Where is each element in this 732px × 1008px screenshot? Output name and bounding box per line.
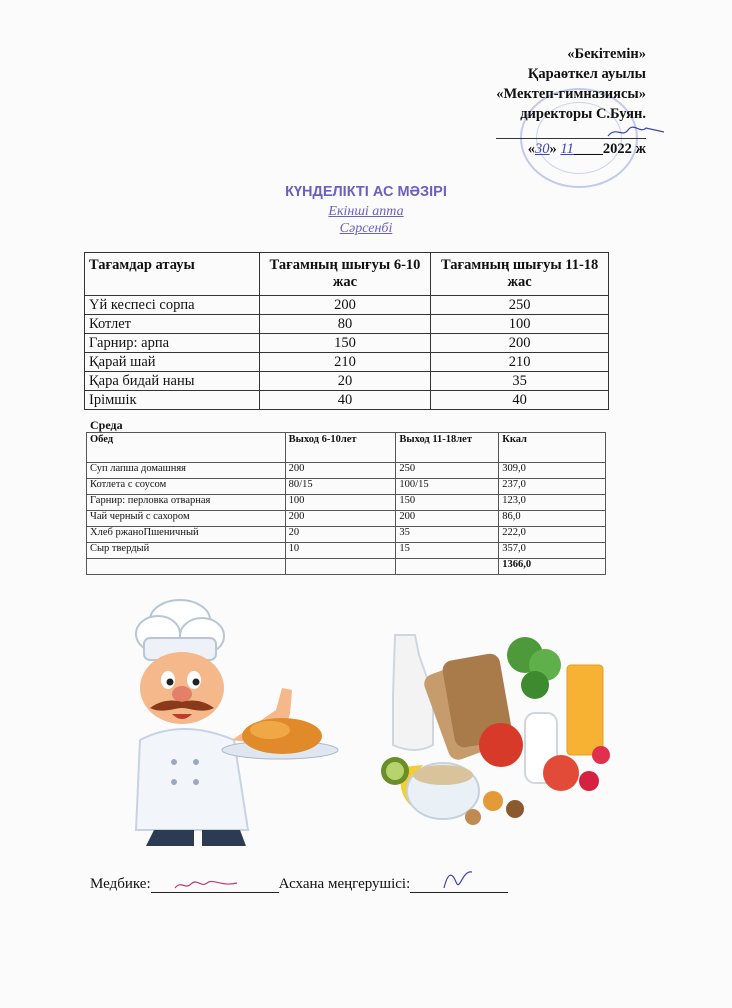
value-cell: 35 [396, 527, 499, 543]
approval-line: Қараөткел ауылы [527, 66, 646, 82]
dish-cell: Қарай шай [85, 353, 260, 372]
header-cell: Выход 11-18лет [396, 433, 499, 463]
table-row [85, 391, 609, 410]
medic-label: Медбике: [90, 876, 151, 892]
table-header-row [85, 253, 609, 296]
value-cell: 309,0 [499, 463, 606, 479]
table-row [87, 511, 606, 527]
dish-cell: Үй кеспесі сорпа [85, 296, 260, 315]
table-row [87, 479, 606, 495]
chef-signature-line [410, 876, 508, 893]
table-row [85, 334, 609, 353]
value-cell: 250 [431, 296, 609, 315]
table-row [87, 559, 606, 575]
value-cell: 20 [285, 527, 396, 543]
director-signature [606, 124, 666, 140]
approval-line: директоры С.Буян. [520, 106, 646, 122]
value-cell: 210 [431, 353, 609, 372]
dish-cell: Суп лапша домашняя [87, 463, 286, 479]
approval-date: «30» 11____2022 ж [527, 141, 646, 157]
kazakh-menu-table [84, 252, 609, 410]
chef-illustration [110, 590, 350, 850]
table-row [85, 353, 609, 372]
food-illustration [375, 595, 630, 850]
russian-menu-table [86, 432, 606, 575]
value-cell: 357,0 [499, 543, 606, 559]
value-cell: 210 [259, 353, 431, 372]
dish-cell: Сыр твердый [87, 543, 286, 559]
dish-cell: Котлета с соусом [87, 479, 286, 495]
value-cell: 150 [396, 495, 499, 511]
table-row [87, 463, 606, 479]
value-cell: 35 [431, 372, 609, 391]
value-cell: 250 [396, 463, 499, 479]
value-cell: 100 [431, 315, 609, 334]
dish-cell: Хлеб ржаноПшеничный [87, 527, 286, 543]
value-cell: 10 [285, 543, 396, 559]
dish-cell: Ірімшік [85, 391, 260, 410]
value-cell: 123,0 [499, 495, 606, 511]
menu-title: КҮНДЕЛІКТІ АС МӘЗІРІ [285, 184, 447, 200]
dish-cell: Қара бидай наны [85, 372, 260, 391]
header-cell: Ккал [499, 433, 606, 463]
value-cell: 40 [431, 391, 609, 410]
menu-week: Екінші апта [328, 204, 404, 219]
dish-cell [87, 559, 286, 575]
table-row [85, 315, 609, 334]
header-cell: Тағамдар атауы [85, 253, 260, 296]
value-cell: 80 [259, 315, 431, 334]
signature-line [496, 124, 646, 139]
dish-cell: Чай черный с сахором [87, 511, 286, 527]
header-cell: Тағамның шығуы 6-10 жас [259, 253, 431, 296]
value-cell: 20 [259, 372, 431, 391]
table-row [87, 543, 606, 559]
value-cell: 200 [396, 511, 499, 527]
chef-label: Асхана меңгерушісі: [278, 876, 411, 892]
table-header-row [87, 433, 606, 463]
value-cell: 1366,0 [499, 559, 606, 575]
value-cell: 200 [285, 511, 396, 527]
medic-signature [171, 878, 241, 892]
value-cell: 200 [431, 334, 609, 353]
table-row [87, 495, 606, 511]
value-cell: 86,0 [499, 511, 606, 527]
approval-line: «Мектеп-гимназиясы» [496, 86, 646, 102]
approval-line: «Бекітемін» [567, 46, 646, 62]
value-cell [396, 559, 499, 575]
dish-cell: Гарнир: арпа [85, 334, 260, 353]
table-row [85, 296, 609, 315]
value-cell: 150 [259, 334, 431, 353]
date-month: 11 [560, 141, 574, 157]
approval-block [496, 44, 646, 159]
table-row [85, 372, 609, 391]
value-cell: 200 [259, 296, 431, 315]
dish-cell: Котлет [85, 315, 260, 334]
value-cell: 100 [285, 495, 396, 511]
value-cell [285, 559, 396, 575]
value-cell: 15 [396, 543, 499, 559]
header-cell: Выход 6-10лет [285, 433, 396, 463]
value-cell: 237,0 [499, 479, 606, 495]
header-cell: Обед [87, 433, 286, 463]
medic-signature-line [151, 876, 279, 893]
value-cell: 200 [285, 463, 396, 479]
dish-cell: Гарнир: перловка отварная [87, 495, 286, 511]
value-cell: 80/15 [285, 479, 396, 495]
date-day: 30 [535, 141, 550, 157]
table-row [87, 527, 606, 543]
signature-footer [90, 876, 508, 893]
value-cell: 100/15 [396, 479, 499, 495]
russian-caption: Среда [90, 418, 123, 432]
value-cell: 40 [259, 391, 431, 410]
chef-signature [438, 868, 478, 890]
menu-day: Сәрсенбі [339, 221, 393, 236]
header-cell: Тағамның шығуы 11-18 жас [431, 253, 609, 296]
value-cell: 222,0 [499, 527, 606, 543]
